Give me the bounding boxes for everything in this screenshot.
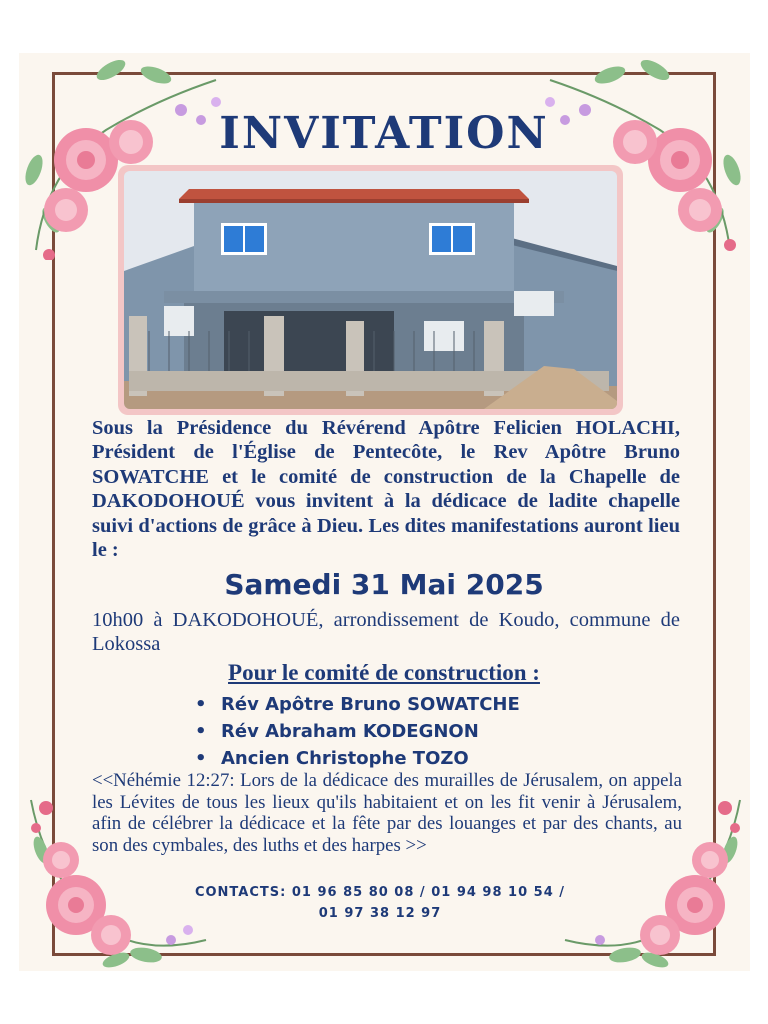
photo-frame <box>118 165 623 415</box>
list-item <box>195 718 520 745</box>
event-date: Samedi 31 Mai 2025 <box>224 568 544 601</box>
chapel-building-photo <box>124 171 617 409</box>
committee-heading <box>0 660 768 686</box>
committee-heading-text: Pour le comité de construction : <box>228 660 540 685</box>
member-name: Ancien Christophe TOZO <box>221 748 469 769</box>
member-name: Rév Apôtre Bruno SOWATCHE <box>221 694 520 715</box>
contacts-line-1: CONTACTS: 01 96 85 80 08 / 01 94 98 10 54 / <box>194 885 566 900</box>
bullet-icon: • <box>195 694 207 715</box>
list-item <box>195 745 520 772</box>
invitation-title: INVITATION <box>219 108 549 159</box>
list-item <box>195 691 520 718</box>
committee-members-list <box>195 691 520 772</box>
bible-quote: <<Néhémie 12:27: Lors de la dédicace des murailles de Jérusalem, on appela les Lévites de tous les lieux qu'ils habitaient et on les fit venir à Jérusalem, afin de célébrer la dédicace et la fête par des louanges et par des chants, au son des cymbales, des luths et des harpes >> <box>92 770 682 856</box>
contacts-block <box>120 882 640 924</box>
member-name: Rév Abraham KODEGNON <box>221 721 479 742</box>
bullet-icon: • <box>195 748 207 769</box>
bullet-icon: • <box>195 721 207 742</box>
event-time-venue: 10h00 à DAKODOHOUÉ, arrondissement de Koudo, commune de Lokossa <box>92 609 680 655</box>
contacts-line-2: 01 97 38 12 97 <box>318 906 442 921</box>
intro-paragraph: Sous la Présidence du Révérend Apôtre Felicien HOLACHI, Président de l'Église de Pentecôte, le Rev Apôtre Bruno SOWATCHE et le comité de construction de la Chapelle de DAKODOHOUÉ vous invitent à la dédicace de ladite chapelle suivi d'actions de grâce à Dieu. Les dites manifestations auront lieu le : <box>92 417 680 562</box>
